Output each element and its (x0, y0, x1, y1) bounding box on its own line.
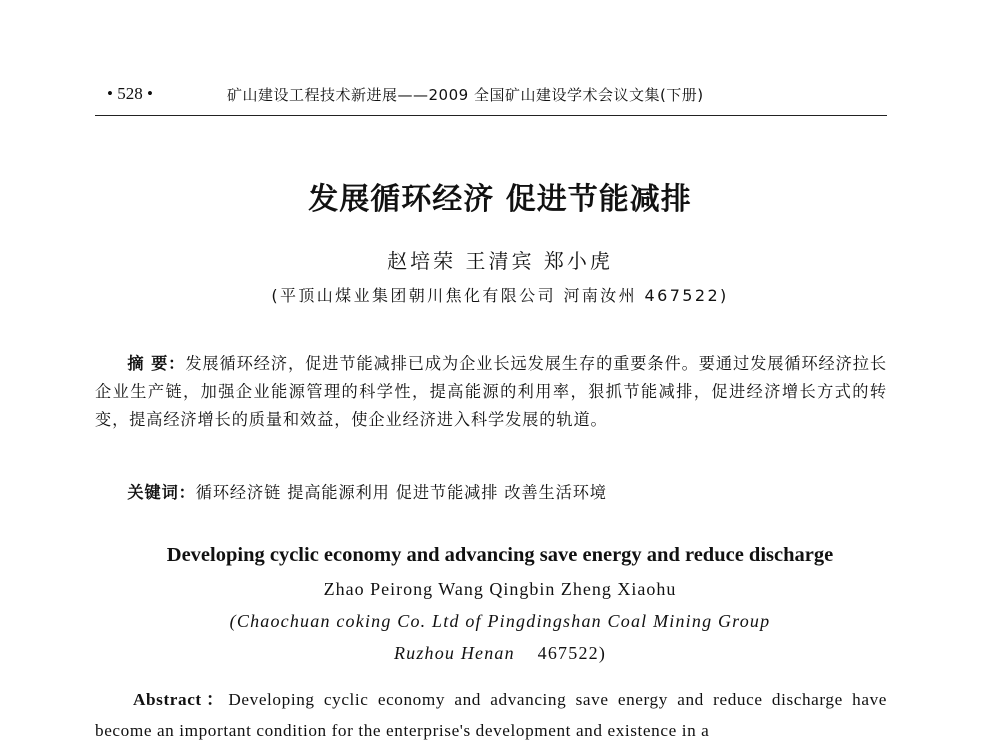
abstract-en-label: Abstract： (133, 690, 229, 709)
abstract-en-text: Developing cyclic economy and advancing save energy and reduce discharge have become an important condition for the enterprise's development and existence in a (95, 690, 887, 740)
authors-en: Zhao Peirong Wang Qingbin Zheng Xiaohu (323, 579, 677, 599)
affiliation-en-line1: (Chaochuan coking Co. Ltd of Pingdingshan Coal Mining Group (229, 611, 771, 631)
page-number: • 528 • (107, 84, 153, 103)
running-header (95, 84, 887, 112)
authors-cn: 赵培荣 王清宾 郑小虎 (387, 249, 613, 273)
running-title: 矿山建设工程技术新进展——2009 全国矿山建设学术会议文集(下册) (227, 86, 704, 104)
affiliation-en-city: Ruzhou Henan (393, 643, 515, 663)
abstract-cn-text: 发展循环经济，促进节能减排已成为企业长远发展生存的重要条件。要通过发展循环经济拉长企业生产链，加强企业能源管理的科学性，提高能源的利用率，狠抓节能减排，促进经济增长方式的转变，提高经济增长的质量和效益，使企业经济进入科学发展的轨道。 (95, 354, 887, 429)
keywords-cn-label: 关键词： (127, 483, 196, 502)
affiliation-en-postcode: 467522) (537, 643, 607, 663)
abstract-cn-label: 摘 要： (127, 354, 186, 373)
abstract-en (95, 684, 887, 746)
paper-title-cn: 发展循环经济 促进节能减排 (308, 182, 692, 217)
paper-title-en: Developing cyclic economy and advancing save energy and reduce discharge (166, 544, 834, 566)
keywords-cn (95, 479, 887, 503)
header-rule (95, 115, 887, 116)
abstract-cn (95, 350, 887, 434)
affiliation-en-line2 (0, 643, 1000, 664)
keywords-cn-text: 循环经济链 提高能源利用 促进节能减排 改善生活环境 (195, 483, 607, 502)
affiliation-cn: (平顶山煤业集团朝川焦化有限公司 河南汝州 467522) (271, 286, 729, 305)
